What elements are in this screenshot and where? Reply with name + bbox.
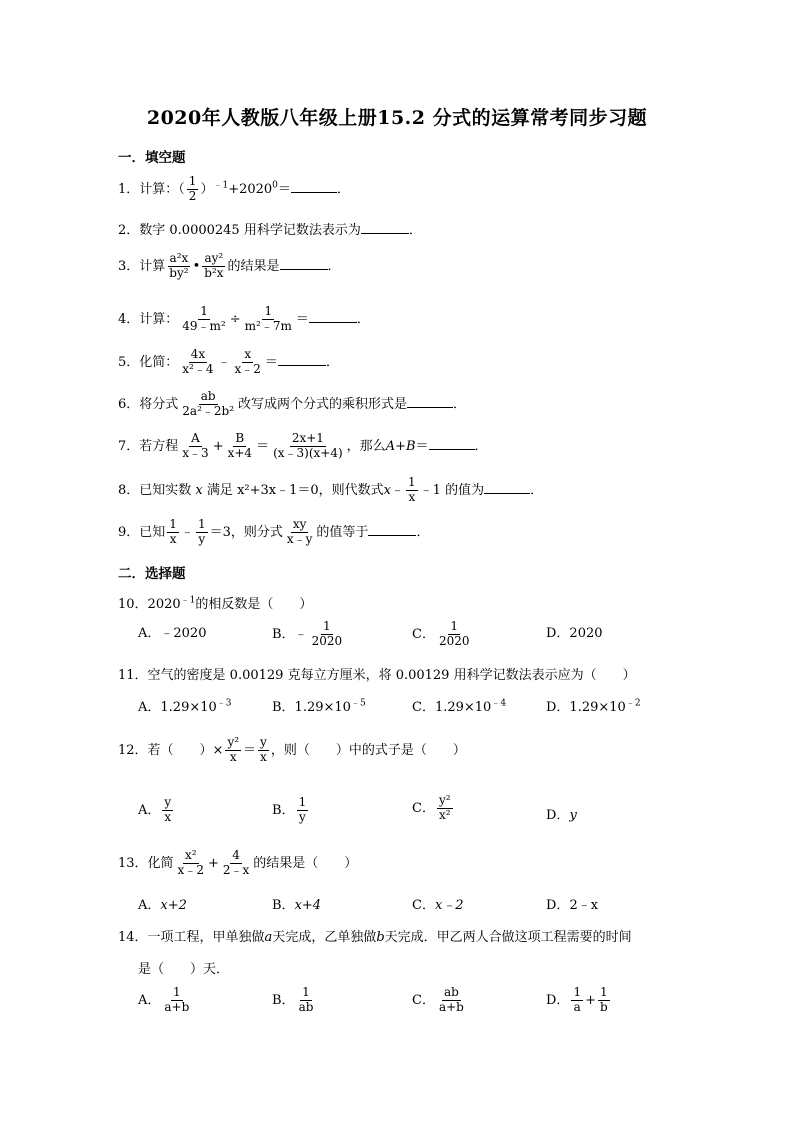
choice-14-a[interactable]: A． $\frac{1}{a+b}$ [138,985,190,1014]
choice-11-c[interactable]: C．$1.29\times 10^{﹣4}$ [412,698,507,715]
answer-blank [407,396,453,408]
question-10: 10．$2020^{﹣1}$的相反数是（ ） [118,595,313,612]
choice-11-d[interactable]: D．$1.29\times 10^{﹣2}$ [546,698,641,715]
choice-10-d[interactable]: D．2020 [546,626,603,641]
answer-blank [361,222,409,234]
question-6: 6．将分式 $\frac{ab}{\text{2a²﹣2b²}}$ 改写成两个分式的乘积形式是 ． [118,389,467,418]
choice-13-d[interactable]: D．2﹣x [546,898,599,913]
question-5: 5．化简： $\frac{4x}{\text{x²﹣4}}$ ﹣ $\frac{x}{x﹣2}$ ＝ ． [118,347,339,376]
choice-12-c[interactable]: C． $\frac{\text{y²}}{\text{x²}}$ [412,793,451,822]
choice-14-d[interactable]: D． $\frac{1}{a}$ + $\frac{1}{b}$ [546,985,608,1014]
question-11: 11．空气的密度是 0.00129 克每立方厘米，将 0.00129 用科学记数法表示应为（ ） [118,668,636,683]
question-14-line-2: 是（ ）天． [138,962,230,977]
choice-12-d[interactable]: D．y [546,808,577,823]
question-2: 2．数字 0.0000245 用科学记数法表示为 ． [118,223,422,238]
choice-10-c[interactable]: C． $\frac{1}{2020}$ [412,619,470,648]
answer-blank [291,181,337,193]
question-4: 4．计算： $\frac{1}{\text{49﹣m²}}$ ÷ $\frac{1}{\text{m²﹣7m}}$ ＝ ． [118,304,370,333]
choice-12-a[interactable]: A． $\frac{y}{x}$ [138,795,172,824]
answer-blank [309,311,357,323]
answer-blank [368,524,416,536]
question-13: 13．化简 $\frac{\text{x²}}{x﹣2}$ + $\frac{4}{2﹣x}$ 的结果是（ ） [118,848,358,877]
choice-13-b[interactable]: B．x+4 [272,898,322,913]
question-12: 12．若（ ）× $\frac{\text{y²}}{x}$ ＝ $\frac{y}{x}$ ，则（ ）中的式子是（ ） [118,735,466,764]
choice-10-a[interactable]: A．﹣2020 [138,626,207,641]
question-9: 9．已知 $\frac{1}{x}$ ﹣ $\frac{1}{y}$ ＝3，则分式 $\frac{xy}{x﹣y}$ 的值等于 ． [118,517,430,546]
section-fill-in-blank: 一．填空题 [118,150,186,166]
choice-13-a[interactable]: A．x+2 [138,898,187,913]
page-title: 2020年人教版八年级上册15.2 分式的运算常考同步习题 [146,107,648,129]
question-1: 1．计算：（ $\frac{1}{2}$ ）$^{﹣1}+2020^0=$ ． [118,174,350,203]
choice-14-b[interactable]: B． $\frac{1}{ab}$ [272,985,314,1014]
answer-blank [429,438,475,450]
answer-blank [280,258,328,270]
choice-14-c[interactable]: C． $\frac{ab}{a+b}$ [412,985,464,1014]
answer-blank [484,482,530,494]
choice-13-c[interactable]: C．x﹣2 [412,898,464,913]
question-14: 14．一项工程，甲单独做a天完成，乙单独做b天完成．甲乙两人合做这项工程需要的时间 [118,930,632,945]
answer-blank [278,354,326,366]
choice-11-b[interactable]: B．$1.29\times 10^{﹣5}$ [272,698,366,715]
section-multiple-choice: 二．选择题 [118,566,186,582]
question-8: 8．已知实数 x 满足 x²+3x﹣1＝0，则代数式x﹣ $\frac{1}{x}$ ﹣1 的值为 ． [118,475,544,504]
choice-11-a[interactable]: A．$1.29\times 10^{﹣3}$ [138,698,232,715]
question-7: 7．若方程 $\frac{A}{x﹣3}$ + $\frac{B}{x+4}$ ＝ $\frac{2x+1}{(x﹣3)(x+4)}$ ，那么A+B＝ ． [118,431,488,460]
choice-10-b[interactable]: B．﹣ $\frac{1}{2020}$ [272,619,343,648]
choice-12-b[interactable]: B． $\frac{1}{y}$ [272,795,307,824]
question-3: 3．计算 $\frac{\text{a²x}}{\text{by²}}$ • $\frac{\text{ay²}}{\text{b²x}}$ 的结果是 ． [118,251,341,280]
